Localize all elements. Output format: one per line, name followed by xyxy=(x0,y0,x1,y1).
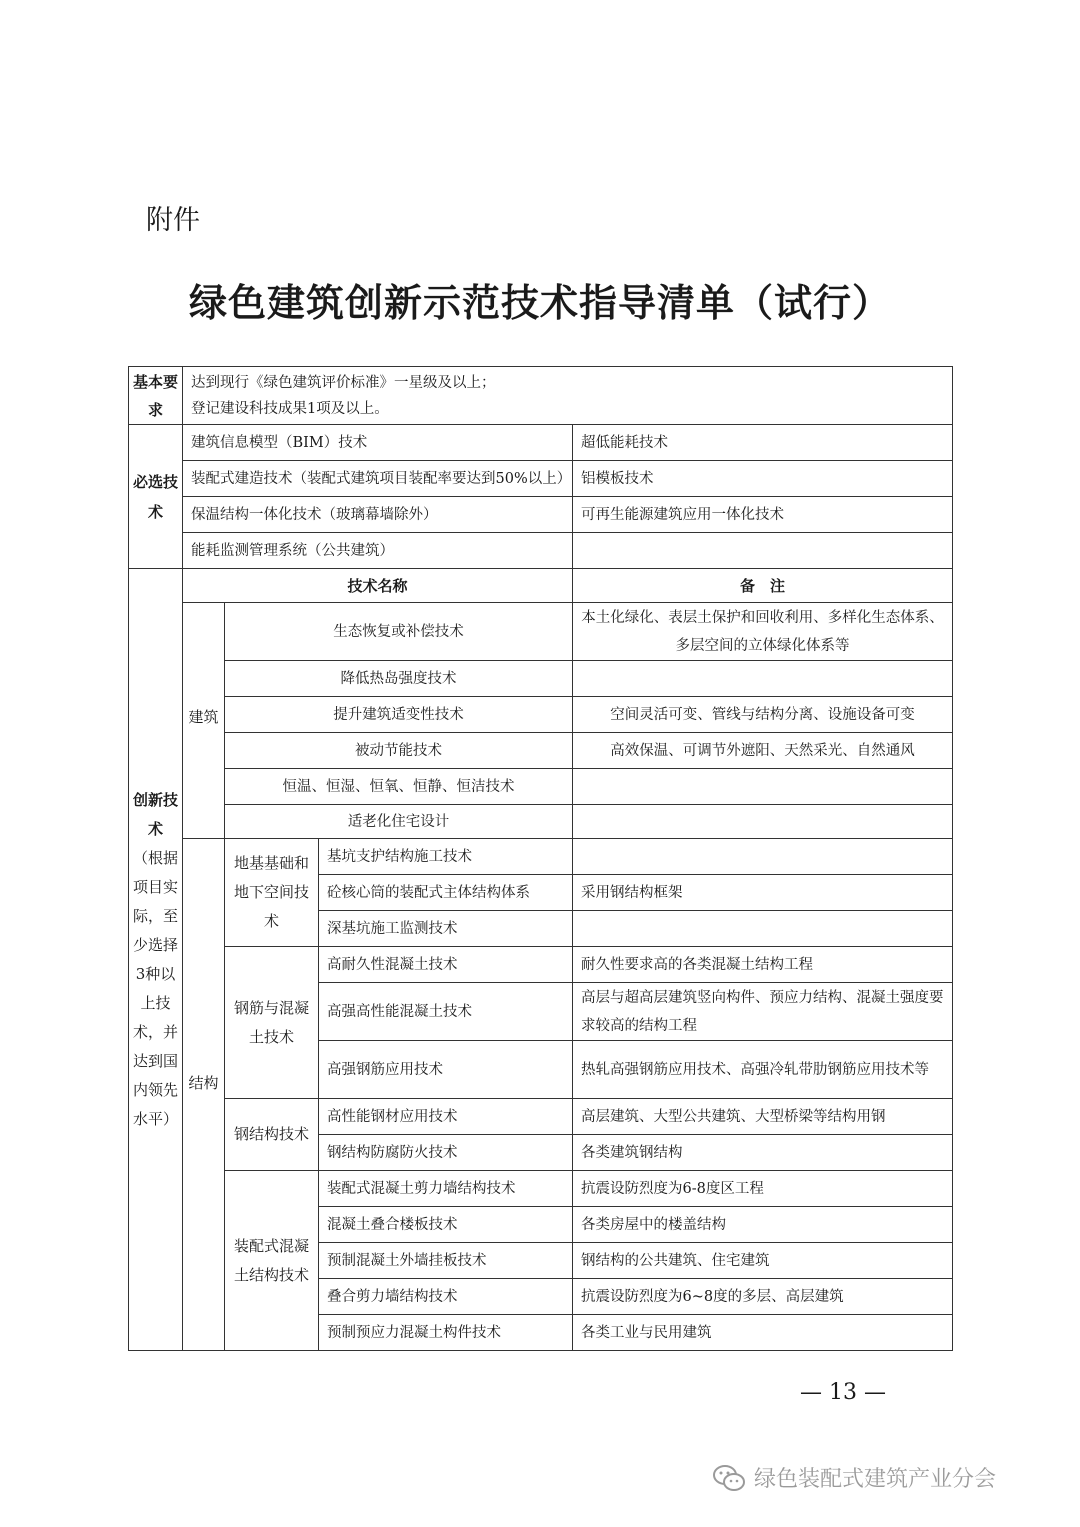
innovation-label-cell xyxy=(129,569,183,1351)
tech-note xyxy=(573,911,953,947)
tech-name: 降低热岛强度技术 xyxy=(225,661,573,697)
tech-name: 恒温、恒湿、恒氧、恒静、恒洁技术 xyxy=(225,769,573,805)
group-label: 钢筋与混凝土技术 xyxy=(225,947,319,1099)
tech-name: 高耐久性混凝土技术 xyxy=(319,947,573,983)
tech-name: 深基坑施工监测技术 xyxy=(319,911,573,947)
tech-note: 高层建筑、大型公共建筑、大型桥梁等结构用钢 xyxy=(573,1099,953,1135)
tech-note xyxy=(573,805,953,839)
col-tech-name: 技术名称 xyxy=(183,569,573,603)
tech-note: 采用钢结构框架 xyxy=(573,875,953,911)
tech-note: 热轧高强钢筋应用技术、高强冷轧带肋钢筋应用技术等 xyxy=(573,1041,953,1099)
group-label: 钢结构技术 xyxy=(225,1099,319,1171)
tech-name: 高性能钢材应用技术 xyxy=(319,1099,573,1135)
tech-name: 提升建筑适变性技术 xyxy=(225,697,573,733)
tech-name: 被动节能技术 xyxy=(225,733,573,769)
tech-note: 钢结构的公共建筑、住宅建筑 xyxy=(573,1243,953,1279)
group-label: 地基基础和地下空间技术 xyxy=(225,839,319,947)
tech-name: 高强钢筋应用技术 xyxy=(319,1041,573,1099)
required-label: 必选技术 xyxy=(129,425,183,569)
tech-note: 各类工业与民用建筑 xyxy=(573,1315,953,1351)
building-label: 建筑 xyxy=(183,603,225,839)
tech-name: 混凝土叠合楼板技术 xyxy=(319,1207,573,1243)
page-number: — 13 — xyxy=(800,1380,886,1405)
tech-name: 预制预应力混凝土构件技术 xyxy=(319,1315,573,1351)
tech-note: 各类房屋中的楼盖结构 xyxy=(573,1207,953,1243)
document-title: 绿色建筑创新示范技术指导清单（试行） xyxy=(188,281,891,325)
tech-note: 空间灵活可变、管线与结构分离、设施设备可变 xyxy=(573,697,953,733)
watermark xyxy=(712,1462,996,1493)
tech-note xyxy=(573,769,953,805)
basic-line-2: 登记建设科技成果1项及以上。 xyxy=(191,400,389,417)
tech-note: 各类建筑钢结构 xyxy=(573,1135,953,1171)
tech-name: 高强高性能混凝土技术 xyxy=(319,983,573,1041)
tech-name: 适老化住宅设计 xyxy=(225,805,573,839)
tech-name: 砼核心筒的装配式主体结构体系 xyxy=(319,875,573,911)
watermark-text: 绿色装配式建筑产业分会 xyxy=(754,1467,997,1492)
tech-note: 耐久性要求高的各类混凝土结构工程 xyxy=(573,947,953,983)
group-label: 装配式混凝土结构技术 xyxy=(225,1171,319,1351)
tech-name: 生态恢复或补偿技术 xyxy=(225,603,573,661)
tech-name: 钢结构防腐防火技术 xyxy=(319,1135,573,1171)
required-item: 装配式建造技术（装配式建筑项目装配率要达到50%以上） xyxy=(183,461,573,497)
tech-note xyxy=(573,661,953,697)
required-item: 能耗监测管理系统（公共建筑） xyxy=(183,533,573,569)
basic-label: 基本要求 xyxy=(129,367,183,425)
structure-label: 结构 xyxy=(183,839,225,1351)
col-note: 备 注 xyxy=(573,569,953,603)
innovation-label: 创新技术 xyxy=(133,790,179,838)
required-item: 保温结构一体化技术（玻璃幕墙除外） xyxy=(183,497,573,533)
wechat-icon xyxy=(712,1464,746,1492)
tech-note: 高效保温、可调节外遮阳、天然采光、自然通风 xyxy=(573,733,953,769)
tech-list-table xyxy=(128,366,953,1351)
attachment-label: 附件 xyxy=(146,205,200,236)
required-item: 建筑信息模型（BIM）技术 xyxy=(183,425,573,461)
tech-name: 基坑支护结构施工技术 xyxy=(319,839,573,875)
tech-note: 抗震设防烈度为6-8度区工程 xyxy=(573,1171,953,1207)
required-item: 超低能耗技术 xyxy=(573,425,953,461)
required-item xyxy=(573,533,953,569)
tech-name: 装配式混凝土剪力墙结构技术 xyxy=(319,1171,573,1207)
tech-name: 预制混凝土外墙挂板技术 xyxy=(319,1243,573,1279)
innovation-note: （根据项目实际，至少选择3种以上技术，并达到国内领先水平） xyxy=(133,848,179,1128)
tech-note xyxy=(573,839,953,875)
basic-line-1: 达到现行《绿色建筑评价标准》一星级及以上； xyxy=(191,374,496,391)
tech-note: 抗震设防烈度为6~8度的多层、高层建筑 xyxy=(573,1279,953,1315)
required-item: 铝模板技术 xyxy=(573,461,953,497)
tech-note: 高层与超高层建筑竖向构件、预应力结构、混凝土强度要求较高的结构工程 xyxy=(573,983,953,1041)
tech-note: 本土化绿化、表层土保护和回收利用、多样化生态体系、多层空间的立体绿化体系等 xyxy=(573,603,953,661)
required-item: 可再生能源建筑应用一体化技术 xyxy=(573,497,953,533)
tech-name: 叠合剪力墙结构技术 xyxy=(319,1279,573,1315)
